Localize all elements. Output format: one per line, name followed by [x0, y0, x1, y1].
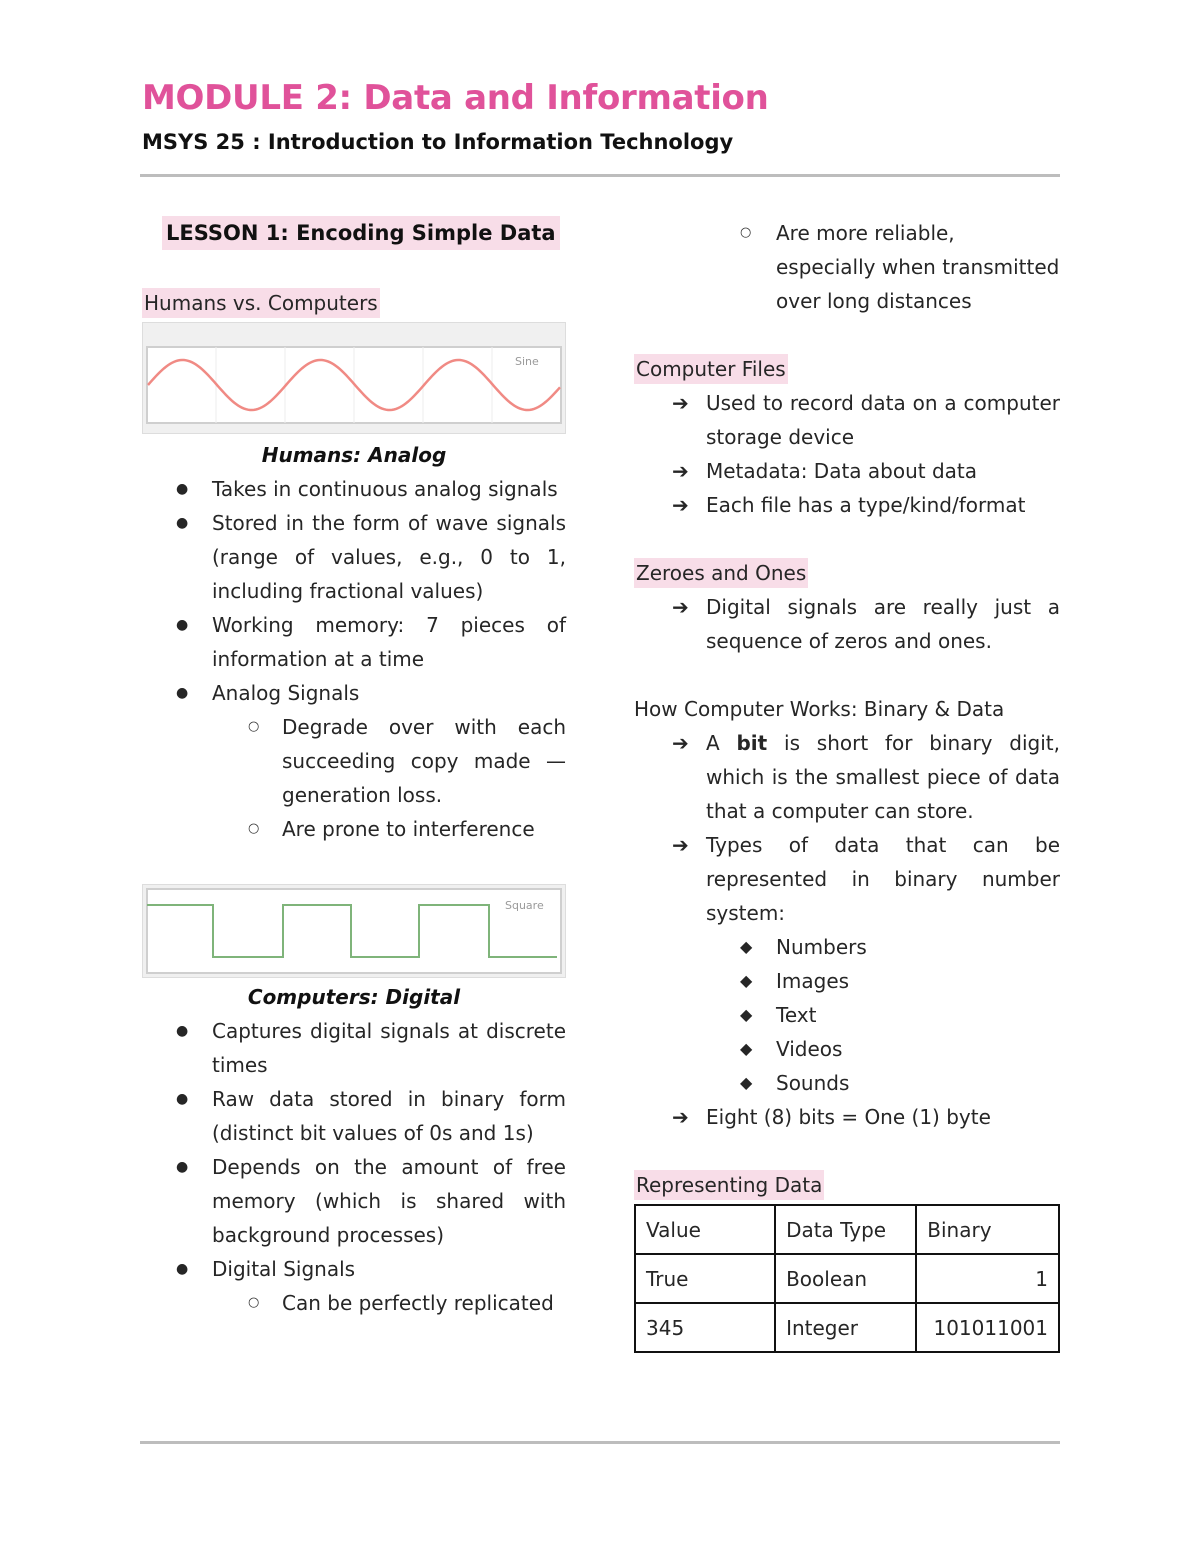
top-divider — [140, 174, 1060, 177]
list-item: ➔ Eight (8) bits = One (1) byte — [634, 1100, 1060, 1134]
arrow-right-icon: ➔ — [672, 391, 689, 415]
section-heading-computer-files: Computer Files — [634, 354, 788, 384]
right-column — [634, 216, 1060, 1353]
section-heading-representing-data: Representing Data — [634, 1170, 824, 1200]
bullet-circle-icon: ○ — [248, 719, 260, 734]
analog-caption: Humans: Analog — [261, 443, 447, 467]
square-label: Square — [505, 899, 544, 912]
list-item: ◆ Images — [634, 964, 1060, 998]
table-header-cell: Data Type — [775, 1205, 916, 1254]
zeroes-list — [634, 590, 1060, 658]
list-item: ◆ Sounds — [634, 1066, 1060, 1100]
bullet-dot-icon: ● — [176, 515, 189, 531]
diamond-bullet-icon: ◆ — [740, 1005, 753, 1024]
section-heading-how-computer-works: How Computer Works: Binary & Data — [634, 697, 1005, 721]
table-cell: True — [635, 1254, 775, 1303]
list-item: ➔ A bit is short for binary digit, which is the smallest piece of data that a computer can store. — [634, 726, 1060, 828]
square-wave-image — [142, 884, 566, 978]
bullet-circle-icon: ○ — [248, 1295, 260, 1310]
table-header-row — [635, 1205, 1059, 1254]
table-cell: Boolean — [775, 1254, 916, 1303]
list-item: ➔ Used to record data on a computer storage device — [634, 386, 1060, 454]
diamond-bullet-icon: ◆ — [740, 1073, 753, 1092]
list-item: ○ Are prone to interference — [142, 812, 566, 846]
how-list — [634, 726, 1060, 1134]
bullet-dot-icon: ● — [176, 1023, 189, 1039]
representing-data-table — [634, 1204, 1060, 1353]
arrow-right-icon: ➔ — [672, 731, 689, 755]
table-header-cell: Value — [635, 1205, 775, 1254]
arrow-right-icon: ➔ — [672, 459, 689, 483]
list-item: ➔ Types of data that can be represented in binary number system: — [634, 828, 1060, 930]
list-item: ◆ Text — [634, 998, 1060, 1032]
sine-label: Sine — [515, 355, 539, 368]
arrow-right-icon: ➔ — [672, 595, 689, 619]
section-heading-zeroes-and-ones: Zeroes and Ones — [634, 558, 808, 588]
table-cell: 1 — [916, 1254, 1059, 1303]
table-header-cell: Binary — [916, 1205, 1059, 1254]
list-item: ● Stored in the form of wave signals (range of values, e.g., 0 to 1, including fractional values) — [142, 506, 566, 608]
list-item: ● Takes in continuous analog signals — [142, 472, 566, 506]
course-subtitle: MSYS 25 : Introduction to Information Technology — [142, 130, 734, 154]
arrow-right-icon: ➔ — [672, 833, 689, 857]
list-item: ● Captures digital signals at discrete times — [142, 1014, 566, 1082]
list-item: ● Depends on the amount of free memory (which is shared with background processes) — [142, 1150, 566, 1252]
list-item: ● Working memory: 7 pieces of information at a time — [142, 608, 566, 676]
diamond-bullet-icon: ◆ — [740, 1039, 753, 1058]
table-cell: 345 — [635, 1303, 775, 1352]
table-cell: Integer — [775, 1303, 916, 1352]
analog-list — [142, 472, 566, 846]
bullet-dot-icon: ● — [176, 617, 189, 633]
bullet-dot-icon: ● — [176, 685, 189, 701]
diamond-bullet-icon: ◆ — [740, 937, 753, 956]
bullet-dot-icon: ● — [176, 481, 189, 497]
digital-list — [142, 1014, 566, 1320]
digital-caption: Computers: Digital — [247, 985, 461, 1009]
diamond-bullet-icon: ◆ — [740, 971, 753, 990]
bullet-dot-icon: ● — [176, 1261, 189, 1277]
module-title: MODULE 2: Data and Information — [142, 78, 769, 118]
list-item: ➔ Metadata: Data about data — [634, 454, 1060, 488]
list-item: ○ Can be perfectly replicated — [142, 1286, 566, 1320]
lesson-title: LESSON 1: Encoding Simple Data — [162, 216, 560, 250]
files-list — [634, 386, 1060, 522]
list-item: ◆ Videos — [634, 1032, 1060, 1066]
list-item: ● Digital Signals — [142, 1252, 566, 1286]
arrow-right-icon: ➔ — [672, 493, 689, 517]
arrow-right-icon: ➔ — [672, 1105, 689, 1129]
list-item: ● Raw data stored in binary form (distinct bit values of 0s and 1s) — [142, 1082, 566, 1150]
bullet-circle-icon: ○ — [248, 821, 260, 836]
bottom-divider — [140, 1441, 1060, 1444]
list-item: ➔ Each file has a type/kind/format — [634, 488, 1060, 522]
table-row — [635, 1254, 1059, 1303]
table-cell: 101011001 — [916, 1303, 1059, 1352]
bullet-dot-icon: ● — [176, 1159, 189, 1175]
table-row — [635, 1303, 1059, 1352]
list-item: ◆ Numbers — [634, 930, 1060, 964]
list-item: ○ Are more reliable, especially when transmitted over long distances — [634, 216, 1060, 318]
list-item: ● Analog Signals — [142, 676, 566, 710]
left-column — [142, 216, 566, 1320]
section-heading-humans-vs-computers: Humans vs. Computers — [142, 288, 380, 318]
bullet-dot-icon: ● — [176, 1091, 189, 1107]
list-item: ○ Degrade over with each succeeding copy made — generation loss. — [142, 710, 566, 812]
bullet-circle-icon: ○ — [740, 225, 752, 240]
list-item: ➔ Digital signals are really just a sequence of zeros and ones. — [634, 590, 1060, 658]
sine-wave-image — [142, 322, 566, 434]
